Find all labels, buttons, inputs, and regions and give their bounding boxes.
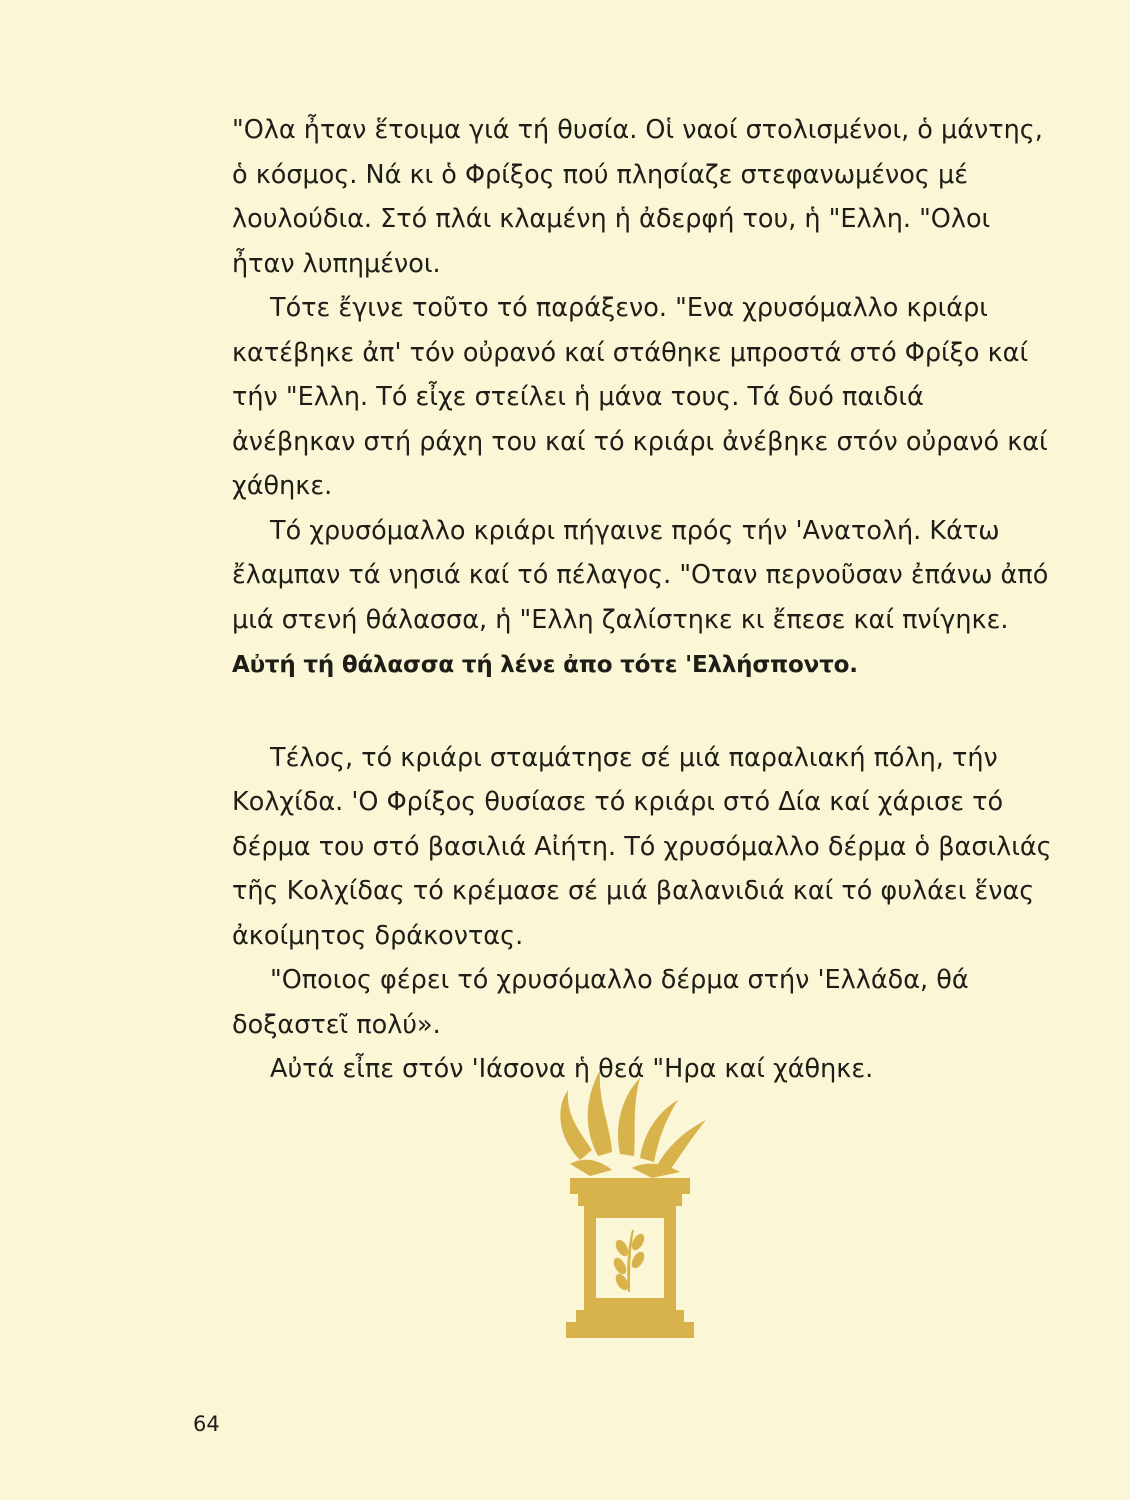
paragraph: "Ολα ἦταν ἕτοιμα γιά τή θυσία. Οἱ ναοί στολισμένοι, ὁ μάντης, ὁ κόσμος. Νά κι ὁ Φρίξος πού πλησίαζε στεφανωμένος μέ λουλούδια. Στό πλάι κλαμένη ἡ ἀδερφή του, ἡ "Ελλη. "Ολοι ἦταν λυπημένοι.	[232, 115, 1043, 279]
paragraph	[232, 509, 1052, 688]
paragraph-text: Τό χρυσόμαλλο κριάρι πήγαινε πρός τήν 'Ανατολή. Κάτω ἔλαμπαν τά νησιά καί τό πέλαγος. "Οταν περνοῦσαν ἐπάνω ἀπό μιά στενή θάλασσα, ἡ "Ελλη ζαλίστηκε κι ἔπεσε καί πνίγηκε.	[232, 515, 1049, 635]
altar-flame-icon	[540, 1060, 720, 1350]
paragraph: Τότε ἔγινε τοῦτο τό παράξενο. "Ενα χρυσόμαλλο κριάρι κατέβηκε ἀπ' τόν οὐρανό καί στάθηκε μπροστά στό Φρίξο καί τήν "Ελλη. Τό εἶχε στείλει ἡ μάνα τους. Τά δυό παιδιά ἀνέβηκαν στή ράχη του καί τό κριάρι ἀνέβηκε στόν οὐρανό καί χάθηκε.	[232, 293, 1048, 501]
paragraph: Αὐτά εἶπε στόν 'Ιάσονα ἡ θεά "Ηρα καί χάθηκε.	[270, 1054, 874, 1084]
paragraph: "Οποιος φέρει τό χρυσόμαλλο δέρμα στήν 'Ελλάδα, θά δοξαστεῖ πολύ».	[232, 965, 969, 1040]
paragraph-gap	[232, 688, 1052, 736]
story-text	[232, 108, 1052, 1092]
paragraph: Τέλος, τό κριάρι σταμάτησε σέ μιά παραλιακή πόλη, τήν Κολχίδα. 'Ο Φρίξος θυσίασε τό κριάρι στό Δία καί χάρισε τό δέρμα του στό βασιλιά Αἰήτη. Τό χρυσόμαλλο δέρμα ὁ βασιλιάς τῆς Κολχίδας τό κρέμασε σέ μιά βαλανιδιά καί τό φυλάει ἕνας ἀκοίμητος δράκοντας.	[232, 742, 1052, 951]
page-number: 64	[193, 1412, 220, 1436]
bold-sentence: Αὐτή τή θάλασσα τή λένε ἀπο τότε 'Ελλήσποντο.	[232, 652, 858, 678]
